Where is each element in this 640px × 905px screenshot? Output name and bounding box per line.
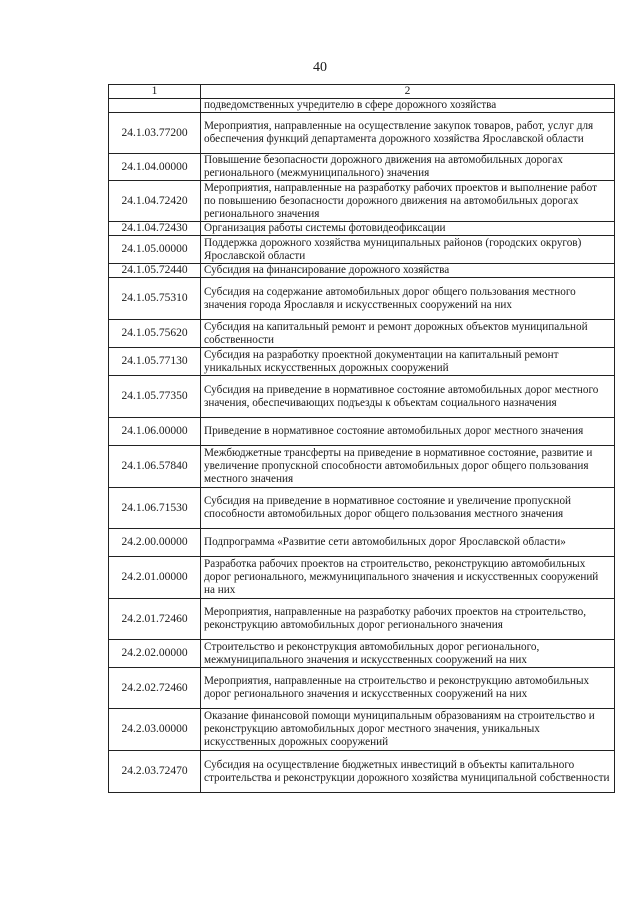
table-row xyxy=(109,599,615,640)
row-description: Субсидия на приведение в нормативное состояние автомобильных дорог местного значения, обеспечивающих подъезды к объектам социального назначения xyxy=(201,376,615,418)
row-code: 24.1.04.72420 xyxy=(109,181,201,222)
column-header-code: 1 xyxy=(109,85,201,99)
row-description: Приведение в нормативное состояние автомобильных дорог местного значения xyxy=(201,418,615,446)
row-description: Оказание финансовой помощи муниципальным образованиям на строительство и реконструкцию автомобильных дорог местного значения, уникальных искусственных дорожных сооружений xyxy=(201,709,615,751)
table-row xyxy=(109,181,615,222)
row-code: 24.1.06.00000 xyxy=(109,418,201,446)
table-row xyxy=(109,446,615,488)
row-code: 24.1.04.00000 xyxy=(109,154,201,181)
table-row xyxy=(109,222,615,236)
row-description: Субсидия на приведение в нормативное состояние и увеличение пропускной способности автомобильных дорог общего пользования местного значения xyxy=(201,488,615,529)
row-description: Субсидия на капитальный ремонт и ремонт дорожных объектов муниципальной собственности xyxy=(201,320,615,348)
column-header-description: 2 xyxy=(201,85,615,99)
table-header-row xyxy=(109,85,615,99)
table-row xyxy=(109,376,615,418)
row-code: 24.2.00.00000 xyxy=(109,529,201,557)
table-body xyxy=(109,99,615,793)
table-row xyxy=(109,278,615,320)
budget-code-table xyxy=(108,84,615,793)
row-code: 24.1.05.77350 xyxy=(109,376,201,418)
table-row xyxy=(109,529,615,557)
row-description: Подпрограмма «Развитие сети автомобильных дорог Ярославской области» xyxy=(201,529,615,557)
row-description: Межбюджетные трансферты на приведение в нормативное состояние, развитие и увеличение пропускной способности автомобильных дорог общего пользования местного значения xyxy=(201,446,615,488)
table-row xyxy=(109,154,615,181)
row-description: Мероприятия, направленные на осуществление закупок товаров, работ, услуг для обеспечения функций департамента дорожного хозяйства Ярославской области xyxy=(201,113,615,154)
table-row xyxy=(109,488,615,529)
row-code: 24.2.02.00000 xyxy=(109,640,201,668)
row-code: 24.1.03.77200 xyxy=(109,113,201,154)
row-code: 24.2.01.00000 xyxy=(109,557,201,599)
table-row xyxy=(109,640,615,668)
row-description: Субсидия на содержание автомобильных дорог общего пользования местного значения города Ярославля и искусственных сооружений на них xyxy=(201,278,615,320)
row-description: Субсидия на финансирование дорожного хозяйства xyxy=(201,264,615,278)
row-code: 24.1.05.00000 xyxy=(109,236,201,264)
row-code: 24.1.05.77130 xyxy=(109,348,201,376)
row-description: Субсидия на осуществление бюджетных инвестиций в объекты капитального строительства и реконструкции дорожного хозяйства муниципальной собственности xyxy=(201,751,615,793)
row-code xyxy=(109,99,201,113)
table-row xyxy=(109,557,615,599)
table-row xyxy=(109,320,615,348)
table-row xyxy=(109,113,615,154)
row-code: 24.2.03.00000 xyxy=(109,709,201,751)
row-description: Строительство и реконструкция автомобильных дорог регионального, межмуниципального значения и искусственных сооружений на них xyxy=(201,640,615,668)
table-row xyxy=(109,751,615,793)
table-row xyxy=(109,264,615,278)
row-description: Мероприятия, направленные на разработку рабочих проектов и выполнение работ по повышению безопасности дорожного движения на автомобильных дорогах регионального значения xyxy=(201,181,615,222)
row-description: подведомственных учредителю в сфере дорожного хозяйства xyxy=(201,99,615,113)
table-row xyxy=(109,709,615,751)
row-description: Мероприятия, направленные на строительство и реконструкцию автомобильных дорог регионального значения и искусственных сооружений на них xyxy=(201,668,615,709)
table-row xyxy=(109,668,615,709)
row-code: 24.1.04.72430 xyxy=(109,222,201,236)
table-row xyxy=(109,236,615,264)
row-code: 24.1.06.57840 xyxy=(109,446,201,488)
row-description: Субсидия на разработку проектной документации на капитальный ремонт уникальных искусственных дорожных сооружений xyxy=(201,348,615,376)
table-row xyxy=(109,348,615,376)
table-row xyxy=(109,418,615,446)
row-code: 24.2.01.72460 xyxy=(109,599,201,640)
row-code: 24.1.05.75620 xyxy=(109,320,201,348)
row-code: 24.2.03.72470 xyxy=(109,751,201,793)
row-code: 24.1.06.71530 xyxy=(109,488,201,529)
page-number: 40 xyxy=(313,60,327,75)
table-row xyxy=(109,99,615,113)
row-code: 24.1.05.75310 xyxy=(109,278,201,320)
row-description: Организация работы системы фотовидеофиксации xyxy=(201,222,615,236)
row-description: Повышение безопасности дорожного движения на автомобильных дорогах регионального (межмуниципального) значения xyxy=(201,154,615,181)
row-code: 24.2.02.72460 xyxy=(109,668,201,709)
row-description: Разработка рабочих проектов на строительство, реконструкцию автомобильных дорог регионального, межмуниципального значения и искусственных сооружений на них xyxy=(201,557,615,599)
row-description: Поддержка дорожного хозяйства муниципальных районов (городских округов) Ярославской области xyxy=(201,236,615,264)
row-code: 24.1.05.72440 xyxy=(109,264,201,278)
row-description: Мероприятия, направленные на разработку рабочих проектов на строительство, реконструкцию автомобильных дорог регионального значения xyxy=(201,599,615,640)
